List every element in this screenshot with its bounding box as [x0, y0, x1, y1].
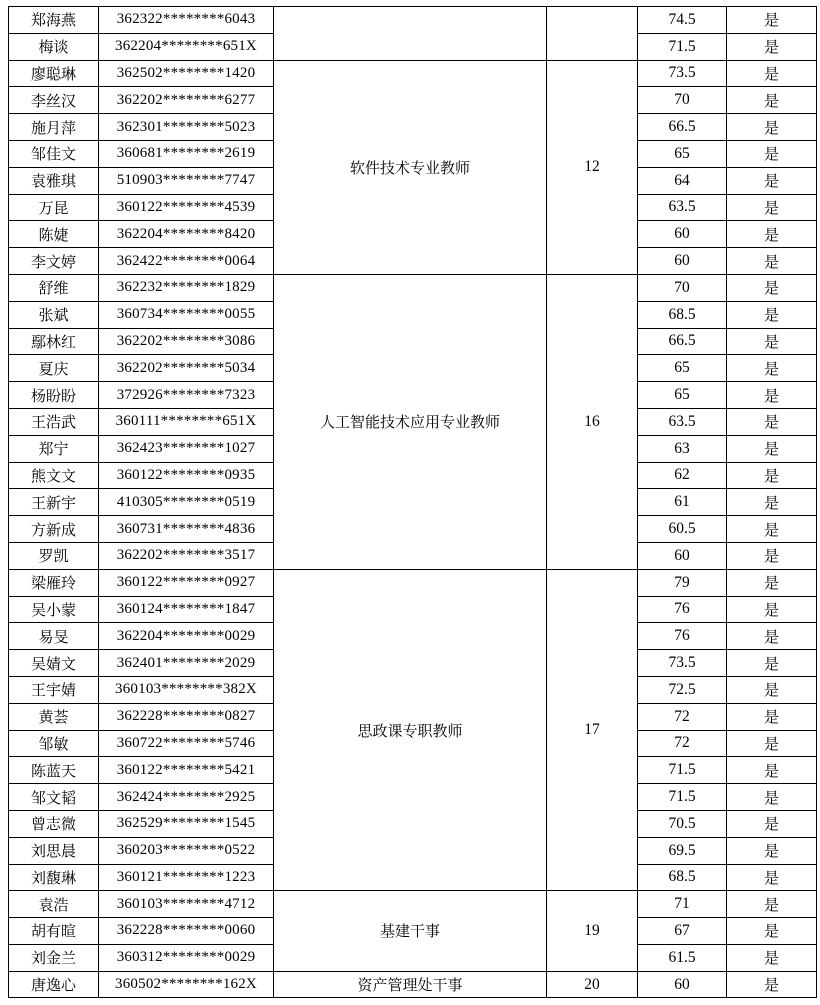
name-cell: 易旻: [9, 623, 99, 650]
id-cell: 360681********2619: [99, 140, 274, 167]
name-cell: 袁雅琪: [9, 167, 99, 194]
name-cell: 王宇婧: [9, 676, 99, 703]
pass-cell: 是: [727, 87, 817, 114]
table-row: [9, 60, 817, 87]
id-cell: 362228********0060: [99, 918, 274, 945]
score-cell: 68.5: [638, 864, 727, 891]
id-cell: 362322********6043: [99, 7, 274, 34]
pass-cell: 是: [727, 60, 817, 87]
name-cell: 陈婕: [9, 221, 99, 248]
score-cell: 63.5: [638, 408, 727, 435]
id-cell: 360312********0029: [99, 944, 274, 971]
position-cell: 软件技术专业教师: [274, 60, 547, 274]
id-cell: 362232********1829: [99, 274, 274, 301]
pass-cell: 是: [727, 784, 817, 811]
pass-cell: 是: [727, 891, 817, 918]
score-cell: 72: [638, 703, 727, 730]
score-cell: 60: [638, 248, 727, 275]
id-cell: 510903********7747: [99, 167, 274, 194]
id-cell: 362204********0029: [99, 623, 274, 650]
score-cell: 68.5: [638, 301, 727, 328]
name-cell: 吴婧文: [9, 650, 99, 677]
score-cell: 66.5: [638, 328, 727, 355]
name-cell: 廖聪琳: [9, 60, 99, 87]
pass-cell: 是: [727, 944, 817, 971]
position-code-cell: 17: [547, 569, 638, 891]
id-cell: 360122********4539: [99, 194, 274, 221]
pass-cell: 是: [727, 864, 817, 891]
name-cell: 刘金兰: [9, 944, 99, 971]
score-cell: 73.5: [638, 650, 727, 677]
id-cell: 360121********1223: [99, 864, 274, 891]
name-cell: 刘馥琳: [9, 864, 99, 891]
table-row: [9, 891, 817, 918]
pass-cell: 是: [727, 757, 817, 784]
table-row: [9, 971, 817, 998]
pass-cell: 是: [727, 33, 817, 60]
pass-cell: 是: [727, 408, 817, 435]
score-cell: 63: [638, 435, 727, 462]
id-cell: 360103********382X: [99, 676, 274, 703]
pass-cell: 是: [727, 810, 817, 837]
pass-cell: 是: [727, 328, 817, 355]
pass-cell: 是: [727, 516, 817, 543]
name-cell: 曾志微: [9, 810, 99, 837]
name-cell: 胡有暄: [9, 918, 99, 945]
pass-cell: 是: [727, 7, 817, 34]
position-cell: 资产管理处干事: [274, 971, 547, 998]
pass-cell: 是: [727, 140, 817, 167]
id-cell: 360122********0927: [99, 569, 274, 596]
position-cell: 基建干事: [274, 891, 547, 971]
id-cell: 360203********0522: [99, 837, 274, 864]
name-cell: 郑宁: [9, 435, 99, 462]
name-cell: 梅谈: [9, 33, 99, 60]
position-cell: [274, 7, 547, 61]
name-cell: 熊文文: [9, 462, 99, 489]
pass-cell: 是: [727, 221, 817, 248]
name-cell: 邹文韬: [9, 784, 99, 811]
score-cell: 71: [638, 891, 727, 918]
name-cell: 杨盼盼: [9, 382, 99, 409]
score-cell: 61.5: [638, 944, 727, 971]
pass-cell: 是: [727, 703, 817, 730]
name-cell: 王新宇: [9, 489, 99, 516]
score-cell: 60: [638, 971, 727, 998]
position-cell: 思政课专职教师: [274, 569, 547, 891]
name-cell: 王浩武: [9, 408, 99, 435]
pass-cell: 是: [727, 167, 817, 194]
score-cell: 71.5: [638, 784, 727, 811]
pass-cell: 是: [727, 355, 817, 382]
score-cell: 65: [638, 382, 727, 409]
id-cell: 360124********1847: [99, 596, 274, 623]
name-cell: 李文婷: [9, 248, 99, 275]
score-cell: 73.5: [638, 60, 727, 87]
table-row: [9, 7, 817, 34]
id-cell: 372926********7323: [99, 382, 274, 409]
name-cell: 刘思晨: [9, 837, 99, 864]
name-cell: 吴小蒙: [9, 596, 99, 623]
name-cell: 邹敏: [9, 730, 99, 757]
id-cell: 362401********2029: [99, 650, 274, 677]
score-cell: 67: [638, 918, 727, 945]
name-cell: 夏庆: [9, 355, 99, 382]
name-cell: 舒维: [9, 274, 99, 301]
score-cell: 70: [638, 274, 727, 301]
score-cell: 70.5: [638, 810, 727, 837]
pass-cell: 是: [727, 248, 817, 275]
id-cell: 362502********1420: [99, 60, 274, 87]
score-cell: 63.5: [638, 194, 727, 221]
pass-cell: 是: [727, 382, 817, 409]
score-cell: 76: [638, 623, 727, 650]
name-cell: 鄢林红: [9, 328, 99, 355]
name-cell: 方新成: [9, 516, 99, 543]
score-cell: 65: [638, 140, 727, 167]
score-cell: 60: [638, 221, 727, 248]
id-cell: 362423********1027: [99, 435, 274, 462]
id-cell: 362202********5034: [99, 355, 274, 382]
name-cell: 万昆: [9, 194, 99, 221]
score-cell: 76: [638, 596, 727, 623]
pass-cell: 是: [727, 650, 817, 677]
score-cell: 79: [638, 569, 727, 596]
position-cell: 人工智能技术应用专业教师: [274, 274, 547, 569]
pass-cell: 是: [727, 971, 817, 998]
score-cell: 61: [638, 489, 727, 516]
name-cell: 陈蓝天: [9, 757, 99, 784]
position-code-cell: 16: [547, 274, 638, 569]
score-cell: 72.5: [638, 676, 727, 703]
id-cell: 410305********0519: [99, 489, 274, 516]
id-cell: 362424********2925: [99, 784, 274, 811]
name-cell: 施月萍: [9, 114, 99, 141]
pass-cell: 是: [727, 596, 817, 623]
score-cell: 71.5: [638, 33, 727, 60]
id-cell: 360502********162X: [99, 971, 274, 998]
name-cell: 唐逸心: [9, 971, 99, 998]
id-cell: 362204********8420: [99, 221, 274, 248]
id-cell: 362422********0064: [99, 248, 274, 275]
pass-cell: 是: [727, 730, 817, 757]
pass-cell: 是: [727, 462, 817, 489]
name-cell: 罗凯: [9, 542, 99, 569]
id-cell: 362202********3086: [99, 328, 274, 355]
name-cell: 郑海燕: [9, 7, 99, 34]
id-cell: 362529********1545: [99, 810, 274, 837]
id-cell: 362202********3517: [99, 542, 274, 569]
pass-cell: 是: [727, 489, 817, 516]
pass-cell: 是: [727, 194, 817, 221]
score-cell: 66.5: [638, 114, 727, 141]
pass-cell: 是: [727, 301, 817, 328]
id-cell: 362228********0827: [99, 703, 274, 730]
score-cell: 74.5: [638, 7, 727, 34]
pass-cell: 是: [727, 542, 817, 569]
id-cell: 360111********651X: [99, 408, 274, 435]
position-code-cell: 12: [547, 60, 638, 274]
id-cell: 360731********4836: [99, 516, 274, 543]
pass-cell: 是: [727, 623, 817, 650]
pass-cell: 是: [727, 569, 817, 596]
position-code-cell: [547, 7, 638, 61]
score-cell: 65: [638, 355, 727, 382]
results-table: [8, 6, 817, 998]
id-cell: 360122********5421: [99, 757, 274, 784]
pass-cell: 是: [727, 114, 817, 141]
id-cell: 362202********6277: [99, 87, 274, 114]
pass-cell: 是: [727, 274, 817, 301]
pass-cell: 是: [727, 435, 817, 462]
score-cell: 60.5: [638, 516, 727, 543]
pass-cell: 是: [727, 837, 817, 864]
id-cell: 362301********5023: [99, 114, 274, 141]
name-cell: 李丝汉: [9, 87, 99, 114]
score-cell: 60: [638, 542, 727, 569]
id-cell: 362204********651X: [99, 33, 274, 60]
name-cell: 袁浩: [9, 891, 99, 918]
score-cell: 64: [638, 167, 727, 194]
score-cell: 69.5: [638, 837, 727, 864]
score-cell: 70: [638, 87, 727, 114]
score-cell: 72: [638, 730, 727, 757]
name-cell: 梁雁玲: [9, 569, 99, 596]
position-code-cell: 19: [547, 891, 638, 971]
id-cell: 360122********0935: [99, 462, 274, 489]
id-cell: 360103********4712: [99, 891, 274, 918]
table-row: [9, 274, 817, 301]
pass-cell: 是: [727, 676, 817, 703]
name-cell: 黄荟: [9, 703, 99, 730]
table-row: [9, 569, 817, 596]
score-cell: 62: [638, 462, 727, 489]
name-cell: 邹佳文: [9, 140, 99, 167]
id-cell: 360722********5746: [99, 730, 274, 757]
score-cell: 71.5: [638, 757, 727, 784]
name-cell: 张斌: [9, 301, 99, 328]
pass-cell: 是: [727, 918, 817, 945]
id-cell: 360734********0055: [99, 301, 274, 328]
position-code-cell: 20: [547, 971, 638, 998]
